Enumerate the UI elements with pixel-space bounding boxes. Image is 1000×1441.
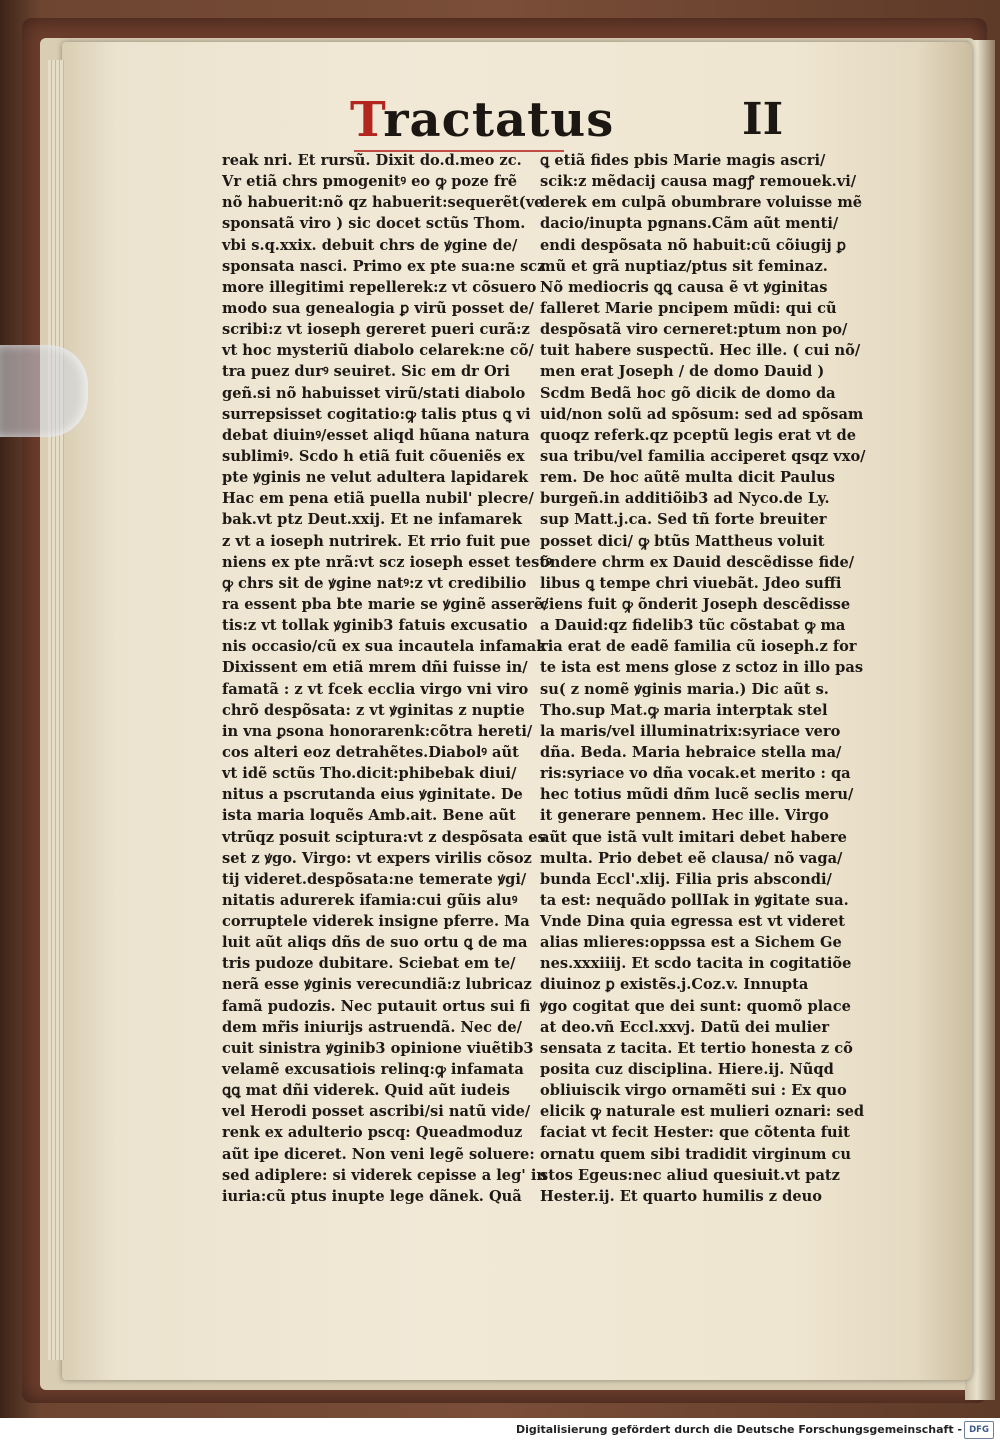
text-line: vel Herodi posset ascribi/si natũ vide/ xyxy=(222,1103,531,1121)
text-line: ista maria loquẽs Amb.ait. Bene aũt xyxy=(222,807,516,825)
text-line: modo sua genealogia ꝑ virũ posset de/ xyxy=(222,299,535,317)
text-line: Dixissent em etiã mrem dñi fuisse in/ xyxy=(222,659,528,677)
text-line: stos Egeus:nec aliud quesiuit.vt patz xyxy=(540,1166,840,1184)
title-rest: ractatus xyxy=(383,92,615,148)
text-line: nitus a pscrutanda eius ꝟginitate. De xyxy=(222,786,523,804)
text-line: bak.vt ptz Deut.xxij. Et ne infamarek xyxy=(222,511,523,529)
text-line: nerã esse ꝟginis verecundiã:z lubricaz xyxy=(222,976,532,994)
text-line: dem mr̃is iniurijs astruendã. Nec de/ xyxy=(222,1018,522,1036)
title-initial: T xyxy=(350,92,384,148)
text-line: obliuiscik virgo ornamẽti sui : Ex quo xyxy=(540,1082,847,1100)
text-line: libus ꝗ tempe chri viuebãt. Jdeo suffi xyxy=(540,574,842,592)
text-column-right xyxy=(540,150,876,1207)
text-line: cuit sinistra ꝟginib3 opinione viuẽtib3 xyxy=(222,1039,534,1057)
text-line: quoqz referk.qz pceptũ legis erat vt de xyxy=(540,426,857,444)
text-line: nes.xxxiiij. Et scdo tacita in cogitatiõe xyxy=(540,955,852,973)
text-line: in vna ꝑsona honorarenk:cõtra hereti/ xyxy=(222,722,533,740)
text-line: famatã : z vt fcek ecclia virgo vni viro xyxy=(222,680,529,698)
text-line: sua tribu/vel familia acciperet qsqz vxo/ xyxy=(540,447,866,465)
text-line: at deo.vñ Eccl.xxvj. Datũ dei mulier xyxy=(540,1018,830,1036)
text-line: posita cuz disciplina. Hiere.ij. Nũqd xyxy=(540,1061,834,1079)
text-line: diuinoz ꝑ existẽs.j.Coz.v. Innupta xyxy=(540,976,809,994)
text-line: vt idẽ sctũs Tho.dicit:phibebak diui/ xyxy=(222,765,517,783)
text-line: famã pudozis. Nec putauit ortus sui fi xyxy=(222,997,531,1015)
text-line: cos alteri eoz detrahẽtes.Diabolꝰ aũt xyxy=(222,743,519,761)
text-line: ꝟgo cogitat que dei sunt: quomõ place xyxy=(540,997,851,1015)
text-line: vbi s.q.xxix. debuit chrs de ꝟgine de/ xyxy=(222,236,518,254)
dfg-logo: DFG xyxy=(964,1421,994,1439)
text-line: scribi:z vt ioseph gereret pueri curã:z xyxy=(222,321,530,339)
text-line: ra essent pba bte marie se ꝟginẽ asserẽ/ xyxy=(222,595,549,613)
text-line: renk ex adulterio pscq: Queadmoduz xyxy=(222,1124,523,1142)
text-line: sensata z tacita. Et tertio honesta z cõ xyxy=(540,1039,853,1057)
text-line: nõ habuerit:nõ qz habuerit:sequerẽt(ve xyxy=(222,194,544,212)
text-line: ornatu quem sibi tradidit virginum cu xyxy=(540,1145,852,1163)
text-line: posset dici/ ꝙ btũs Mattheus voluit xyxy=(540,532,825,550)
text-line: pte ꝟginis ne velut adultera lapidarek xyxy=(222,469,529,487)
text-line: õndere chrm ex Dauid descẽdisse fide/ xyxy=(540,553,855,571)
text-line: elicik ꝙ naturale est mulieri oznari: sed xyxy=(540,1103,865,1121)
text-line: more illegitimi repellerek:z vt cõsuero xyxy=(222,278,537,296)
text-line: ta est: nequãdo pollIak in ꝟgitate sua. xyxy=(540,891,849,909)
text-line: tij videret.despõsata:ne temerate ꝟgi/ xyxy=(222,870,527,888)
text-line: scik:z mẽdacij causa magꝭ remouek.vi/ xyxy=(540,173,857,191)
text-line: derek em culpã obumbrare voluisse mẽ xyxy=(540,194,863,212)
text-line: vtrũqz posuit sciptura:vt z despõsata es xyxy=(222,828,546,846)
text-line: hec totius mũdi dñm lucẽ seclis meru/ xyxy=(540,786,854,804)
text-line: Tho.sup Mat.ꝙ maria interptak stel xyxy=(540,701,828,719)
text-line: sed adiplere: si viderek cepisse a leg' in xyxy=(222,1166,547,1184)
page-title xyxy=(350,92,614,148)
text-line: ciens fuit ꝙ õnderit Joseph descẽdisse xyxy=(540,595,851,613)
text-line: aũt ipe diceret. Non veni legẽ soluere: xyxy=(222,1145,535,1163)
text-line: Vr etiã chrs pmogenitꝰ eo ꝙ poze frẽ xyxy=(222,173,518,191)
text-line: luit aũt aliqs dñs de suo ortu ꝗ de ma xyxy=(222,934,528,952)
text-line: iuria:cũ ptus inupte lege dãnek. Quã xyxy=(222,1187,522,1205)
text-line: alias mlieres:oppssa est a Sichem Ge xyxy=(540,934,842,952)
text-line: burgeñ.in additiõib3 ad Nyco.de Ly. xyxy=(540,490,830,508)
text-line: tis:z vt tollak ꝟginib3 fatuis excusatio xyxy=(222,617,528,635)
page-edge-lines xyxy=(48,60,64,1360)
text-line: Vnde Dina quia egressa est vt videret xyxy=(540,913,846,931)
text-line: Hester.ij. Et quarto humilis z deuo xyxy=(540,1187,822,1205)
footer-bar xyxy=(0,1418,1000,1441)
page-clip xyxy=(0,345,88,437)
text-line: tuit habere suspectũ. Hec ille. ( cui nõ/ xyxy=(540,342,861,360)
text-line: sponsatã viro ) sic docet sctũs Thom. xyxy=(222,215,526,233)
text-line: bunda Eccl'.xlij. Filia pris abscondi/ xyxy=(540,870,832,888)
text-line: z vt a ioseph nutrirek. Et rrio fuit pue xyxy=(222,532,531,550)
text-line: ꝗꝗ mat dñi viderek. Quid aũt iudeis xyxy=(222,1082,510,1100)
text-line: Scdm Bedã hoc gõ dicik de domo da xyxy=(540,384,836,402)
text-line: surrepsisset cogitatio:ꝙ talis ptus ꝗ vi xyxy=(222,405,531,423)
text-line: reak nri. Et rursũ. Dixit do.d.meo zc. xyxy=(222,152,522,169)
text-line: vt hoc mysteriũ diabolo celarek:ne cõ/ xyxy=(222,342,534,360)
text-line: men erat Joseph / de domo Dauid ) xyxy=(540,363,825,381)
text-line: sup Matt.j.ca. Sed tñ forte breuiter xyxy=(540,511,827,529)
text-line: Nõ mediocris ꝗꝗ causa ẽ vt ꝟginitas xyxy=(540,278,828,296)
text-line: sublimiꝰ. Scdo h etiã fuit cõueniẽs ex xyxy=(222,447,525,465)
text-column-left xyxy=(222,150,552,1207)
text-line: Hac em pena etiã puella nubil' plecre/ xyxy=(222,490,534,508)
text-line: nitatis adurerek ifamia:cui gũis aluꝰ xyxy=(222,891,518,909)
text-line: dacio/inupta pgnans.Cãm aũt menti/ xyxy=(540,215,839,233)
text-line: niens ex pte nrã:vt scz ioseph esset testꝰ xyxy=(222,553,552,571)
text-line: rem. De hoc aũtẽ multa dicit Paulus xyxy=(540,469,835,487)
text-line: debat diuinꝰ/esset aliqd hũana natura xyxy=(222,426,530,444)
text-line: faciat vt fecit Hester: que cõtenta fuit xyxy=(540,1124,850,1142)
text-line: multa. Prio debet eẽ clausa/ nõ vaga/ xyxy=(540,849,843,867)
text-line: endi despõsata nõ habuit:cũ cõiugij ꝑ xyxy=(540,236,847,254)
text-line: mũ et grã nuptiaz/ptus sit feminaz. xyxy=(540,257,828,275)
text-line: ris:syriace vo dña vocak.et merito : qa xyxy=(540,765,851,783)
text-line: a Dauid:qz fidelib3 tũc cõstabat ꝙ ma xyxy=(540,617,846,635)
folio-number: II xyxy=(742,94,784,145)
text-line: set z ꝟgo. Virgo: vt expers virilis cõsoz xyxy=(222,849,532,867)
text-line: tris pudoze dubitare. Sciebat em te/ xyxy=(222,955,516,973)
text-line: la maris/vel illuminatrix:syriace vero xyxy=(540,722,841,740)
text-line: te ista est mens glose z sctoz in illo pas xyxy=(540,659,864,677)
text-line: it generare pennem. Hec ille. Virgo xyxy=(540,807,829,825)
text-line: ꝙ chrs sit de ꝟgine natꝰ:z vt credibilio xyxy=(222,574,527,592)
text-line: nis occasio/cũ ex sua incautela infamak xyxy=(222,638,547,656)
text-line: aũt que istã vult imitari debet habere xyxy=(540,828,847,846)
text-line: tra puez durꝰ seuiret. Sic em dr Ori xyxy=(222,363,510,381)
text-line: uid/non solũ ad spõsum: sed ad spõsam xyxy=(540,405,864,423)
text-line: despõsatã viro cerneret:ptum non po/ xyxy=(540,321,848,339)
text-line: dña. Beda. Maria hebraice stella ma/ xyxy=(540,743,842,761)
text-line: corruptele viderek insigne pferre. Ma xyxy=(222,913,530,931)
text-line: chrõ despõsata: z vt ꝟginitas z nuptie xyxy=(222,701,525,719)
text-line: su( z nomẽ ꝟginis maria.) Dic aũt s. xyxy=(540,680,829,698)
text-line: ꝗ etiã fides pbis Marie magis ascri/ xyxy=(540,152,826,169)
text-line: ria erat de eadẽ familia cũ ioseph.z for xyxy=(540,638,857,656)
text-line: falleret Marie pncipem mũdi: qui cũ xyxy=(540,299,837,317)
text-line: sponsata nasci. Primo ex pte sua:ne scz xyxy=(222,257,546,275)
text-line: geñ.si nõ habuisset virũ/stati diabolo xyxy=(222,384,526,402)
funding-credit: Digitalisierung gefördert durch die Deutsche Forschungsgemeinschaft - xyxy=(515,1423,962,1436)
text-line: velamẽ excusatiois relinq:ꝙ infamata xyxy=(222,1061,524,1079)
